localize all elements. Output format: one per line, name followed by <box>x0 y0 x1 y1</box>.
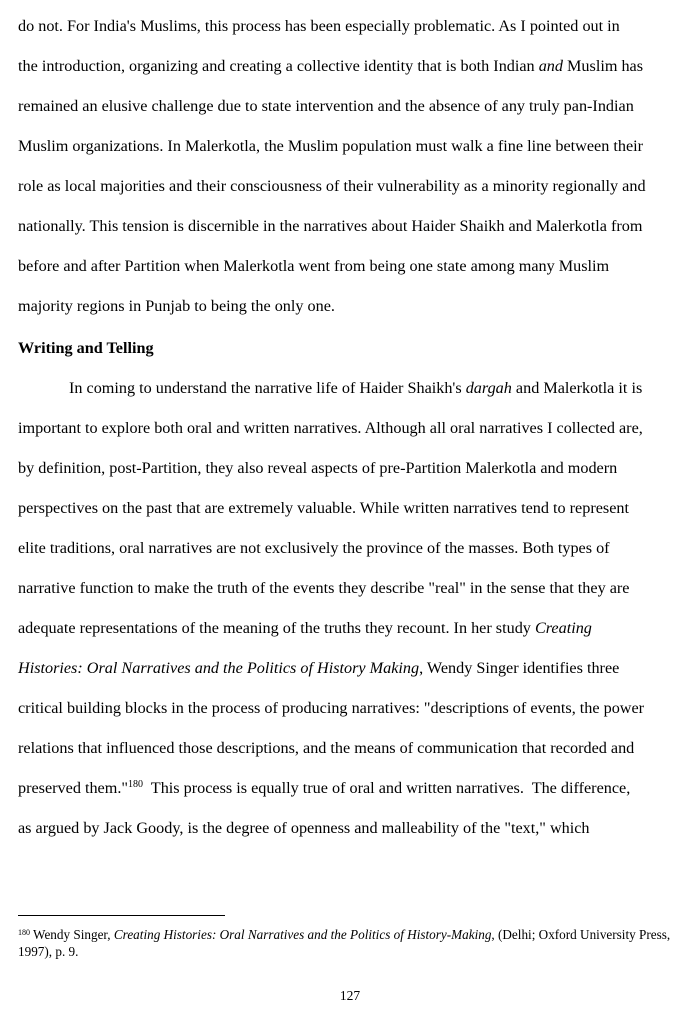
section-heading: Writing and Telling <box>18 339 154 357</box>
body-text-line: majority regions in Punjab to being the only one. <box>18 297 335 315</box>
body-text-line: remained an elusive challenge due to state intervention and the absence of any truly pan-Indian <box>18 97 634 115</box>
text-run: preserved them." <box>18 779 128 797</box>
body-text-line: role as local majorities and their consciousness of their vulnerability as a minority regionally and <box>18 177 646 195</box>
page-number: 127 <box>339 988 361 1003</box>
body-text-line: elite traditions, oral narratives are not exclusively the province of the masses. Both types of <box>18 539 610 557</box>
text-run: and Malerkotla it is <box>511 379 643 397</box>
body-text-line <box>18 658 619 678</box>
body-text-line: by definition, post-Partition, they also reveal aspects of pre-Partition Malerkotla and modern <box>18 459 618 477</box>
body-text-line: narrative function to make the truth of the events they describe "real" in the sense that they are <box>18 579 630 597</box>
book-title-text: Creating <box>534 619 592 637</box>
body-text-line: important to explore both oral and written narratives. Although all oral narratives I collected are, <box>18 419 643 437</box>
footnote <box>18 926 690 960</box>
body-text-line: relations that influenced those descriptions, and the means of communication that recorded and <box>18 739 635 757</box>
body-text-line: do not. For India's Muslims, this process has been especially problematic. As I pointed out in <box>18 17 620 35</box>
emphasis-text: dargah <box>465 379 512 397</box>
body-text-line: nationally. This tension is discernible in the narratives about Haider Shaikh and Malerkotla from <box>18 217 643 235</box>
body-text-line <box>69 378 642 398</box>
body-text-line: before and after Partition when Malerkotla went from being one state among many Muslim <box>18 257 610 275</box>
footnote-number: 180 <box>18 928 30 937</box>
text-run: In coming to understand the narrative life of Haider Shaikh's <box>69 379 466 397</box>
body-text-line: Muslim organizations. In Malerkotla, the Muslim population must walk a fine line between their <box>18 137 644 155</box>
text-run: Muslim has <box>562 57 644 75</box>
body-text-line <box>18 618 592 638</box>
text-run: This process is equally true of oral and written narratives. The difference, <box>143 779 631 797</box>
footnote-reference[interactable]: 180 <box>128 779 143 790</box>
body-text-line: as argued by Jack Goody, is the degree of openness and malleability of the "text," which <box>18 819 590 837</box>
text-run: , Wendy Singer identifies three <box>419 659 620 677</box>
body-text-line <box>18 56 643 76</box>
body-text-line <box>18 778 630 798</box>
footnote-publication: , (Delhi; Oxford University Press, 1997), p. 9. <box>18 927 671 959</box>
text-run: adequate representations of the meaning of the truths they recount. In her study <box>18 619 535 637</box>
footnote-separator <box>18 915 225 916</box>
body-text-line: perspectives on the past that are extremely valuable. While written narratives tend to represent <box>18 499 629 517</box>
footnote-author: Wendy Singer, <box>30 927 114 942</box>
footnote-title: Creating Histories: Oral Narratives and the Politics of History-Making <box>113 927 492 942</box>
body-text-line: critical building blocks in the process of producing narratives: "descriptions of events, the power <box>18 699 645 717</box>
text-run: the introduction, organizing and creating a collective identity that is both Indian <box>18 57 539 75</box>
emphasis-text: and <box>538 57 563 75</box>
book-title-text: Histories: Oral Narratives and the Politics of History Making <box>18 659 420 677</box>
